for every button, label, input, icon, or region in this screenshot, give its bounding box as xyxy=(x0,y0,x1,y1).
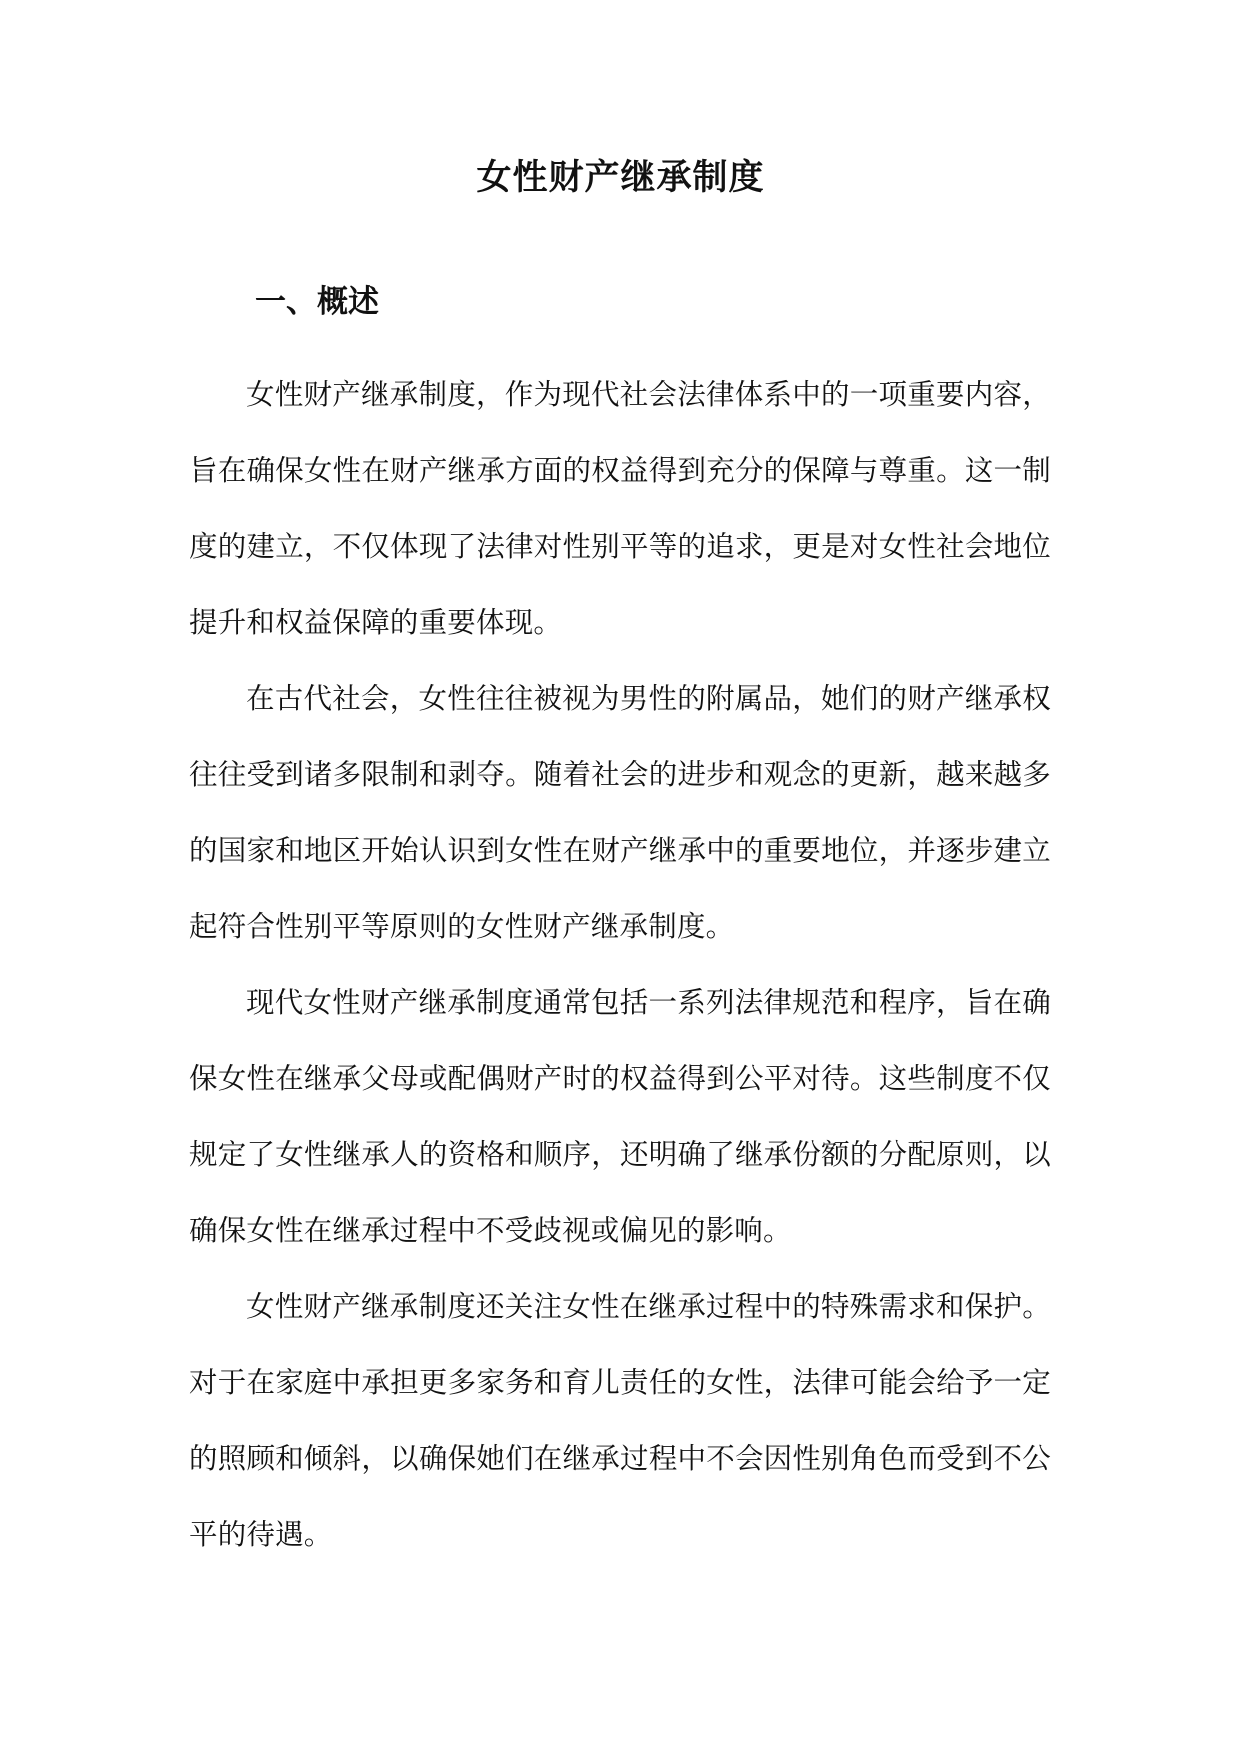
section-body xyxy=(189,357,1051,1573)
paragraph: 女性财产继承制度还关注女性在继承过程中的特殊需求和保护。对于在家庭中承担更多家务和育儿责任的女性，法律可能会给予一定的照顾和倾斜，以确保她们在继承过程中不会因性别角色而受到不公平的待遇。 xyxy=(189,1290,1051,1551)
paragraph: 现代女性财产继承制度通常包括一系列法律规范和程序，旨在确保女性在继承父母或配偶财产时的权益得到公平对待。这些制度不仅规定了女性继承人的资格和顺序，还明确了继承份额的分配原则，以确保女性在继承过程中不受歧视或偏见的影响。 xyxy=(189,986,1051,1247)
section-heading-overview: 一、概述 xyxy=(255,284,379,320)
paragraph: 在古代社会，女性往往被视为男性的附属品，她们的财产继承权往往受到诸多限制和剥夺。随着社会的进步和观念的更新，越来越多的国家和地区开始认识到女性在财产继承中的重要地位，并逐步建立起符合性别平等原则的女性财产继承制度。 xyxy=(189,682,1051,943)
paragraph: 女性财产继承制度，作为现代社会法律体系中的一项重要内容，旨在确保女性在财产继承方面的权益得到充分的保障与尊重。这一制度的建立，不仅体现了法律对性别平等的追求，更是对女性社会地位提升和权益保障的重要体现。 xyxy=(189,378,1051,639)
document-title: 女性财产继承制度 xyxy=(476,158,765,198)
